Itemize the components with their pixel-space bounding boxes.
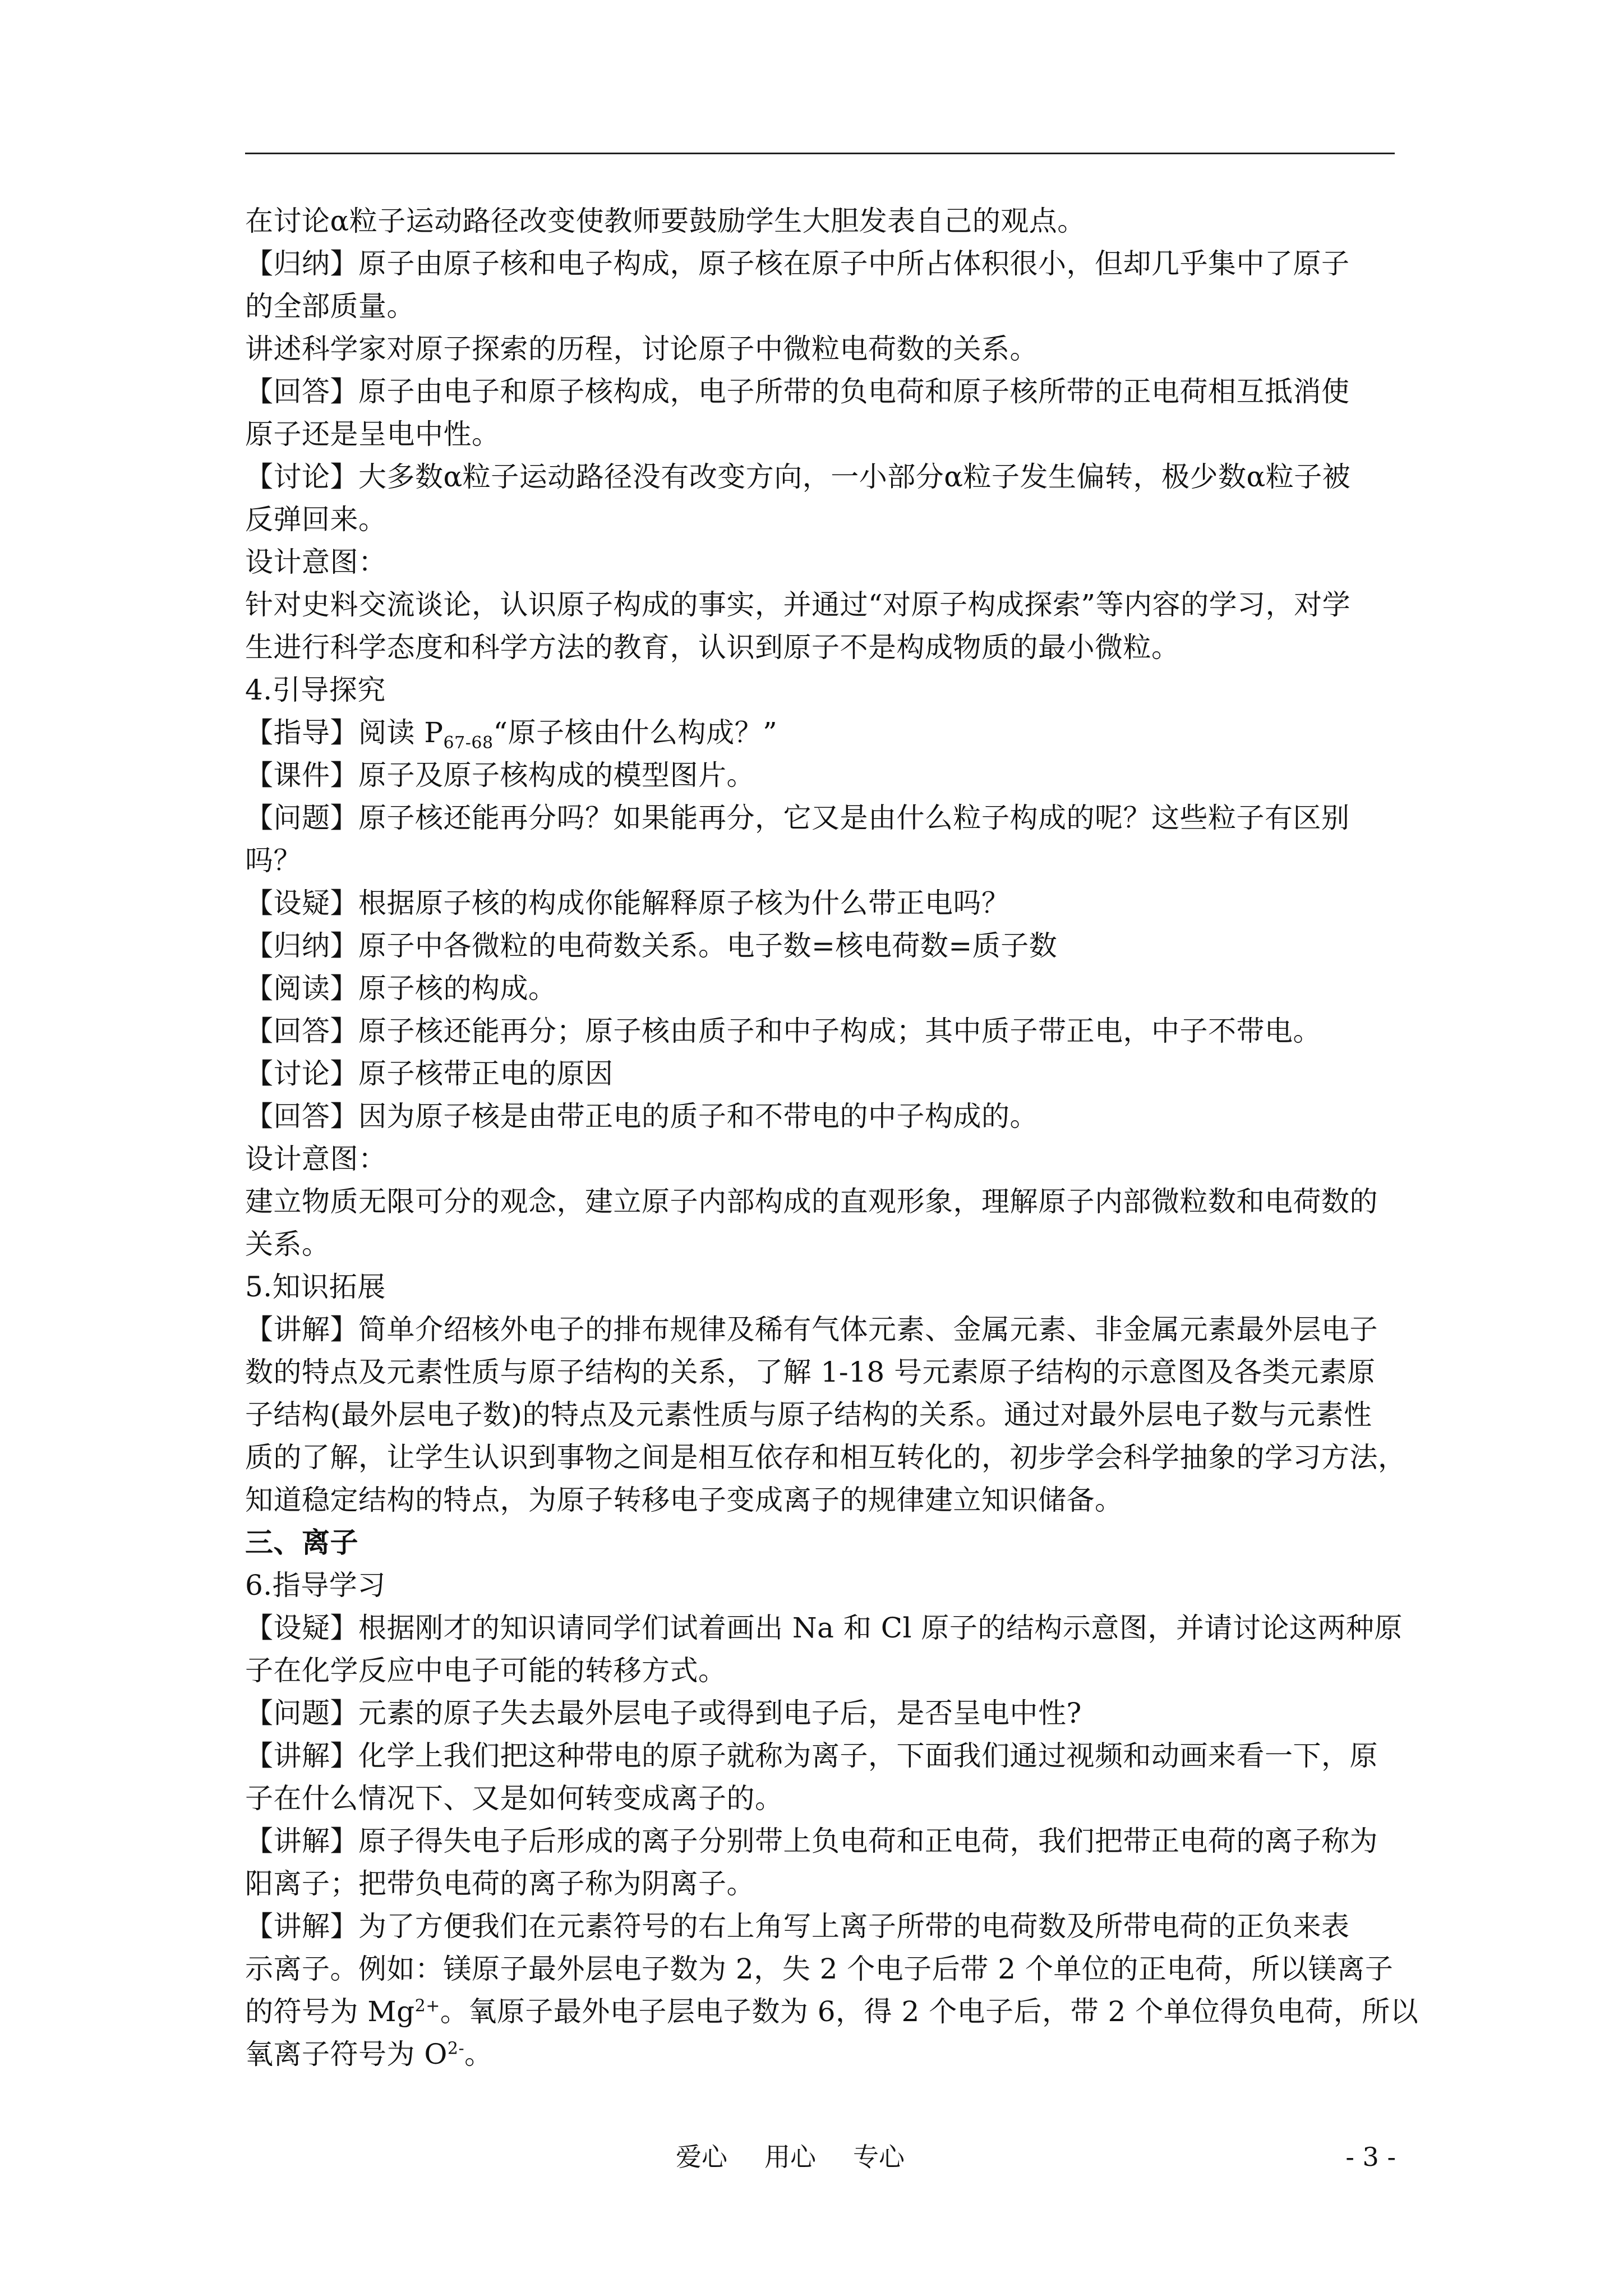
text-line: 【课件】原子及原子核构成的模型图片。 [245,759,755,792]
o-prefix: 氧离子符号为 O [245,2038,448,2070]
guide-line [245,711,1395,754]
text-line: 【回答】原子由电子和原子核构成，电子所带的负电荷和原子核所带的正电荷相互抵消使 [245,375,1350,408]
text-line: 的全部质量。 [245,290,415,323]
page-range-subscript: 67-68 [443,733,494,753]
text-line: 示离子。例如：镁原子最外层电子数为 2，失 2 个电子后带 2 个单位的正电荷，所以镁离子 [245,1953,1394,1985]
text-line: 子结构(最外层电子数)的特点及元素性质与原子结构的关系。通过对最外层电子数与元素性 [245,1398,1372,1431]
text-line: 4.引导探究 [245,674,386,706]
text-line: 原子还是呈电中性。 [245,418,500,450]
text-line: 【设疑】根据刚才的知识请同学们试着画出 Na 和 Cl 原子的结构示意图，并请讨论这两种原 [245,1612,1403,1644]
text-line: 【讲解】简单介绍核外电子的排布规律及稀有气体元素、金属元素、非金属元素最外层电子 [245,1313,1378,1346]
text-line: 【归纳】原子由原子核和电子构成，原子核在原子中所占体积很小，但却几乎集中了原子 [245,247,1350,280]
text-line: 反弹回来。 [245,503,387,536]
text-line: 在讨论α粒子运动路径改变使教师要鼓励学生大胆发表自己的观点。 [245,205,1086,237]
text-line: 建立物质无限可分的观念，建立原子内部构成的直观形象，理解原子内部微粒数和电荷数的 [245,1185,1378,1218]
text-line: 子在什么情况下、又是如何转变成离子的。 [245,1782,783,1815]
magnesium-ion-line [245,1990,1419,2033]
text-line: 【讲解】原子得失电子后形成的离子分别带上负电荷和正电荷，我们把带正电荷的离子称为 [245,1825,1378,1857]
o-charge-superscript: 2- [447,2039,465,2059]
mg-prefix: 的符号为 Mg [245,1995,415,2028]
guide-suffix: “原子核由什么构成？” [493,716,778,749]
o-suffix: 。 [464,2038,493,2070]
text-line: 针对史料交流谈论，认识原子构成的事实，并通过“对原子构成探索”等内容的学习，对学 [245,588,1351,621]
text-line: 讲述科学家对原子探索的历程，讨论原子中微粒电荷数的关系。 [245,333,1038,365]
text-line: 【问题】元素的原子失去最外层电子或得到电子后，是否呈电中性? [245,1697,1082,1729]
text-line: 【回答】原子核还能再分；原子核由质子和中子构成；其中质子带正电，中子不带电。 [245,1015,1321,1047]
page-number: - 3 - [1345,2142,1396,2172]
text-line: 5.知识拓展 [245,1271,386,1303]
text-line: 【阅读】原子核的构成。 [245,972,557,1005]
page-body [245,200,1419,2076]
text-line: 生进行科学态度和科学方法的教育，认识到原子不是构成物质的最小微粒。 [245,631,1180,664]
text-line: 【讲解】化学上我们把这种带电的原子就称为离子，下面我们通过视频和动画来看一下，原 [245,1740,1378,1772]
text-line: 设计意图： [245,546,387,578]
text-line: 阳离子；把带负电荷的离子称为阴离子。 [245,1867,755,1900]
text-line: 数的特点及元素性质与原子结构的关系，了解 1-18 号元素原子结构的示意图及各类元素原 [245,1356,1376,1388]
text-line: 知道稳定结构的特点，为原子转移电子变成离子的规律建立知识储备。 [245,1484,1123,1516]
text-line: 【回答】因为原子核是由带正电的质子和不带电的中子构成的。 [245,1100,1038,1133]
mg-suffix: 。氧原子最外电子层电子数为 6，得 2 个电子后，带 2 个单位得负电荷，所以 [440,1995,1419,2028]
footer-item: 用心 [764,2142,816,2172]
text-line: 设计意图： [245,1143,387,1175]
text-line: 6.指导学习 [245,1569,386,1602]
text-line: 【讲解】为了方便我们在元素符号的右上角写上离子所带的电荷数及所带电荷的正负来表 [245,1910,1350,1943]
footer-item: 爱心 [676,2142,727,2172]
text-line: 吗？ [245,844,302,877]
text-line: 关系。 [245,1228,330,1260]
mg-charge-superscript: 2+ [414,1996,440,2016]
text-line: 【归纳】原子中各微粒的电荷数关系。电子数=核电荷数=质子数 [245,930,1058,962]
section-heading: 三、离子 [245,1526,358,1559]
text-line: 【讨论】大多数α粒子运动路径没有改变方向，一小部分α粒子发生偏转，极少数α粒子被 [245,461,1351,493]
text-line: 【讨论】原子核带正电的原因 [245,1057,614,1090]
footer-item: 专心 [853,2142,905,2172]
text-line: 【设疑】根据原子核的构成你能解释原子核为什么带正电吗？ [245,887,1010,919]
oxygen-ion-line [245,2033,1395,2076]
text-line: 子在化学反应中电子可能的转移方式。 [245,1654,727,1687]
footer-motto [676,2140,942,2174]
text-line: 【问题】原子核还能再分吗？如果能再分，它又是由什么粒子构成的呢？这些粒子有区别 [245,802,1350,834]
guide-prefix: 【指导】阅读 P [245,716,444,749]
text-line: 质的了解，让学生认识到事物之间是相互依存和相互转化的，初步学会科学抽象的学习方法， [245,1441,1407,1474]
header-rule [245,153,1395,154]
